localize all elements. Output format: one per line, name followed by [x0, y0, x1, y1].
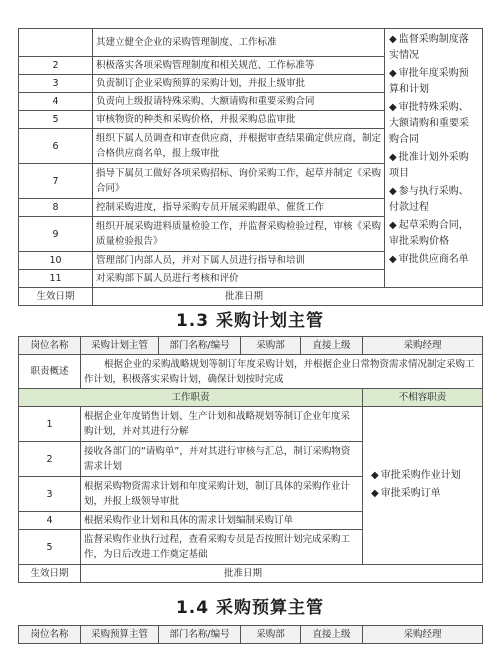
position-name-value: 采购预算主管 — [81, 626, 159, 644]
duty-text: 管理部门内部人员，并对下属人员进行指导和培训 — [93, 252, 385, 270]
duties-header-row — [19, 389, 483, 407]
duty-number: 2 — [19, 57, 93, 75]
position-name-value: 采购计划主管 — [81, 337, 159, 355]
superior-label: 直接上级 — [301, 337, 363, 355]
table-row — [19, 29, 483, 57]
list-item: ◆ 审批采购作业计划 — [371, 469, 461, 481]
superior-label: 直接上级 — [301, 626, 363, 644]
duty-number: 10 — [19, 252, 93, 270]
duty-number: 4 — [19, 93, 93, 111]
section-heading: 1.4 采购预算主管 — [175, 598, 325, 618]
duty-text: 根据采购作业计划和具体的需求计划编制采购订单 — [81, 512, 363, 530]
list-item: ◆ 起草采购合同，审批采购价格 — [389, 220, 469, 247]
table-footer-row — [19, 288, 483, 306]
incompatible-header: 不相容职责 — [363, 389, 483, 407]
duty-number: 7 — [19, 164, 93, 199]
section-heading: 1.3 采购计划主管 — [175, 311, 325, 331]
superior-value: 采购经理 — [363, 337, 483, 355]
diamond-bullet-icon: ◆ — [389, 68, 397, 79]
duty-text: 监督采购作业执行过程，查看采购专员是否按照计划完成采购工作，为日后改进工作奠定基础 — [81, 530, 363, 565]
duty-text: 指导下属员工做好各项采购招标、询价采购工作，起草并制定《采购合同》 — [93, 164, 385, 199]
diamond-bullet-icon: ◆ — [371, 487, 379, 499]
diamond-bullet-icon: ◆ — [371, 469, 379, 481]
duty-text: 负责制订企业采购预算的采购计划，并报上级审批 — [93, 75, 385, 93]
position-name-label: 岗位名称 — [19, 337, 81, 355]
duty-text: 积极落实各项采购管理制度和相关规范、工作标准等 — [93, 57, 385, 75]
position-name-label: 岗位名称 — [19, 626, 81, 644]
summary-text: 根据企业的采购战略规划等制订年度采购计划，并根据企业日常物资需求情况制定采购工作计划，积极落实采购计划，确保计划按时完成 — [81, 355, 483, 389]
duty-number — [19, 29, 93, 57]
duty-text: 根据采购物资需求计划和年度采购计划，制订具体的采购作业计划，并报上级领导审批 — [81, 477, 363, 512]
effective-date-label: 生效日期 — [19, 288, 93, 306]
incompatible-duties-cell — [385, 29, 483, 288]
duty-number: 5 — [19, 530, 81, 565]
table-footer-row — [19, 565, 483, 583]
diamond-bullet-icon: ◆ — [389, 34, 397, 45]
duty-text: 接收各部门的“请购单”，并对其进行审核与汇总，制订采购物资需求计划 — [81, 442, 363, 477]
duty-number: 8 — [19, 199, 93, 217]
duty-number: 4 — [19, 512, 81, 530]
department-value: 采购部 — [241, 626, 301, 644]
department-label: 部门名称/编号 — [159, 337, 241, 355]
duties-header: 工作职责 — [19, 389, 363, 407]
duty-number: 2 — [19, 442, 81, 477]
diamond-bullet-icon: ◆ — [389, 186, 397, 197]
duty-number: 11 — [19, 270, 93, 288]
duty-number: 9 — [19, 217, 93, 252]
duty-number: 3 — [19, 477, 81, 512]
duty-text: 其建立健全企业的采购管理制度、工作标准 — [93, 29, 385, 57]
department-label: 部门名称/编号 — [159, 626, 241, 644]
list-item: ◆ 审批供应商名单 — [389, 254, 469, 265]
procurement-budget-supervisor-table — [18, 625, 483, 644]
effective-date-label: 生效日期 — [19, 565, 81, 583]
duty-text: 负责向上级报请特殊采购、大额请购和重要采购合同 — [93, 93, 385, 111]
list-item: ◆ 审批特殊采购、大额请购和重要采购合同 — [389, 102, 469, 145]
diamond-bullet-icon: ◆ — [389, 220, 397, 231]
summary-label: 职责概述 — [19, 355, 81, 389]
header-row — [19, 626, 483, 644]
diamond-bullet-icon: ◆ — [389, 152, 397, 163]
department-value: 采购部 — [241, 337, 301, 355]
list-item: ◆ 审批年度采购预算和计划 — [389, 68, 469, 95]
incompatible-duties-cell — [363, 407, 483, 565]
list-item: ◆ 审批采购订单 — [371, 487, 441, 499]
header-row — [19, 337, 483, 355]
duty-text: 组织开展采购进料质量检验工作，并监督采购检验过程，审核《采购质量检验报告》 — [93, 217, 385, 252]
duty-number: 3 — [19, 75, 93, 93]
procurement-plan-supervisor-table — [18, 336, 483, 583]
duty-text: 根据企业年度销售计划、生产计划和战略规划等制订企业年度采购计划，并对其进行分解 — [81, 407, 363, 442]
approval-date-label: 批准日期 — [93, 288, 483, 306]
list-item: ◆ 监督采购制度落实情况 — [389, 34, 469, 61]
superior-value: 采购经理 — [363, 626, 483, 644]
duty-text: 组织下属人员调查和审查供应商，并根据审查结果确定供应商，制定合格供应商名单，报上级审批 — [93, 129, 385, 164]
approval-date-label: 批准日期 — [81, 565, 483, 583]
purchasing-manager-duties-table — [18, 28, 483, 306]
duty-text: 对采购部下属人员进行考核和评价 — [93, 270, 385, 288]
duty-number: 6 — [19, 129, 93, 164]
duty-number: 1 — [19, 407, 81, 442]
summary-row — [19, 355, 483, 389]
list-item: ◆ 参与执行采购、付款过程 — [389, 186, 469, 213]
duty-text: 审核物资的种类和采购价格，并报采购总监审批 — [93, 111, 385, 129]
list-item: ◆ 批准计划外采购项目 — [389, 152, 469, 179]
duty-text: 控制采购进度，指导采购专员开展采购跟单、催货工作 — [93, 199, 385, 217]
table-row — [19, 407, 483, 442]
diamond-bullet-icon: ◆ — [389, 102, 397, 113]
diamond-bullet-icon: ◆ — [389, 254, 397, 265]
duty-number: 5 — [19, 111, 93, 129]
